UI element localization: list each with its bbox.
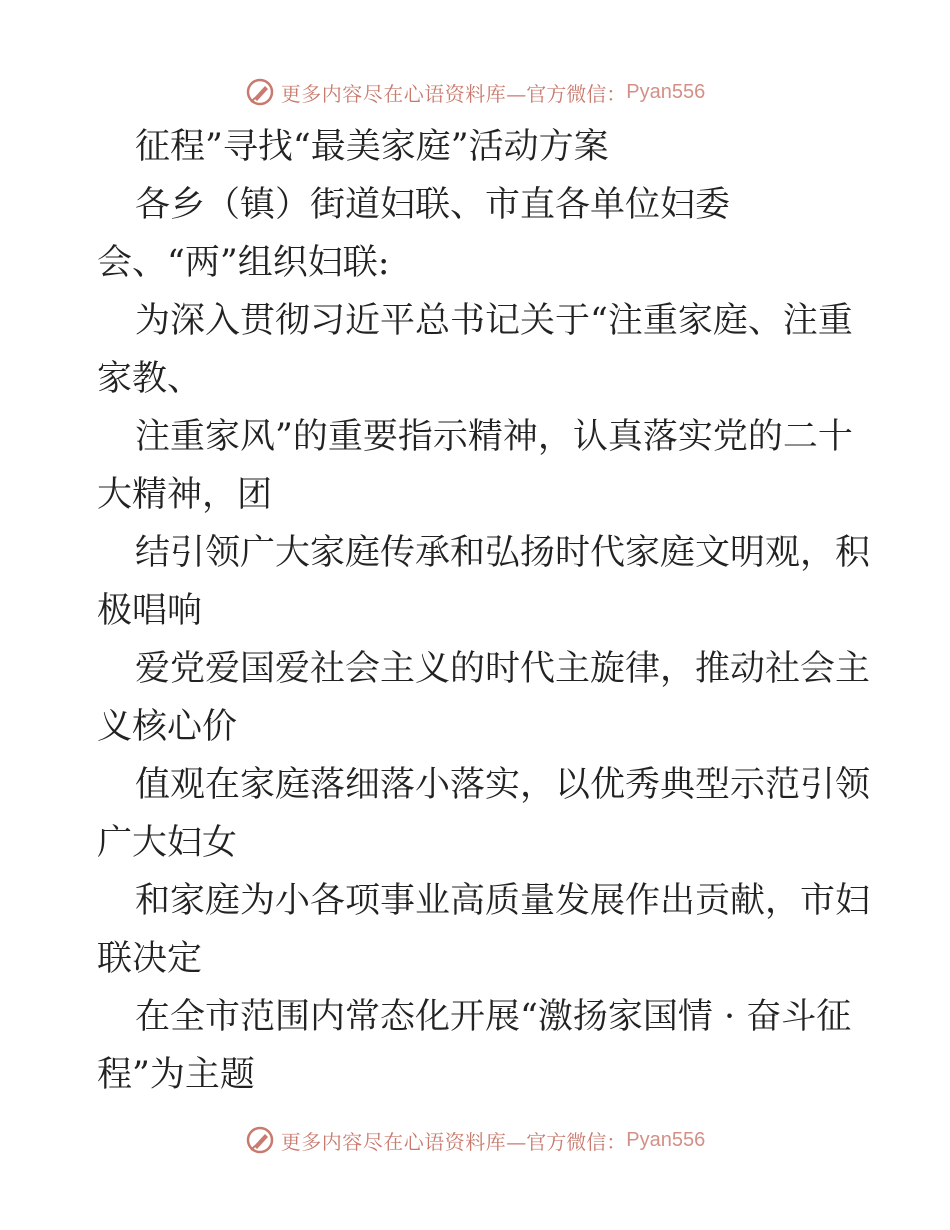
body-line: 征程”寻找“最美家庭”活动方案 bbox=[135, 127, 609, 167]
body-line: 联决定 bbox=[97, 939, 203, 979]
body-line: 值观在家庭落细落小落实，以优秀典型示范引领 bbox=[135, 765, 871, 805]
body-line: 注重家风”的重要指示精神，认真落实党的二十 bbox=[135, 417, 853, 457]
body-line: 各乡（镇）街道妇联、市直各单位妇委 bbox=[135, 185, 731, 225]
body-line: 会、“两”组织妇联: bbox=[97, 243, 390, 283]
watermark-separator: —官方微信： bbox=[506, 81, 627, 106]
body-line: 义核心价 bbox=[97, 707, 238, 747]
watermark-separator: —官方微信： bbox=[506, 1129, 627, 1154]
watermark-wechat-id: Pyan556 bbox=[626, 80, 706, 103]
body-line: 爱党爱国爱社会主义的时代主旋律，推动社会主 bbox=[135, 649, 871, 689]
watermark-label: 更多内容尽在心语资料库 bbox=[280, 81, 507, 106]
footer-watermark bbox=[0, 1120, 950, 1160]
body-line: 在全市范围内常态化开展“激扬家国情 · 奋斗征 bbox=[135, 997, 852, 1037]
pen-logo-icon bbox=[245, 1125, 275, 1155]
document-body bbox=[97, 118, 871, 1104]
body-line: 大精神，团 bbox=[97, 475, 273, 515]
body-line: 极唱响 bbox=[97, 591, 203, 631]
body-line: 结引领广大家庭传承和弘扬时代家庭文明观，积 bbox=[135, 533, 871, 573]
watermark-label: 更多内容尽在心语资料库 bbox=[280, 1129, 507, 1154]
body-line: 和家庭为小各项事业高质量发展作出贡献，市妇 bbox=[135, 881, 871, 921]
body-line: 程”为主题 bbox=[97, 1055, 255, 1095]
body-line: 为深入贯彻习近平总书记关于“注重家庭、注重 bbox=[135, 301, 853, 341]
header-watermark bbox=[0, 72, 950, 112]
body-line: 家教、 bbox=[97, 359, 203, 399]
pen-logo-icon bbox=[245, 77, 275, 107]
watermark-wechat-id: Pyan556 bbox=[626, 1128, 706, 1151]
body-line: 广大妇女 bbox=[97, 823, 238, 863]
